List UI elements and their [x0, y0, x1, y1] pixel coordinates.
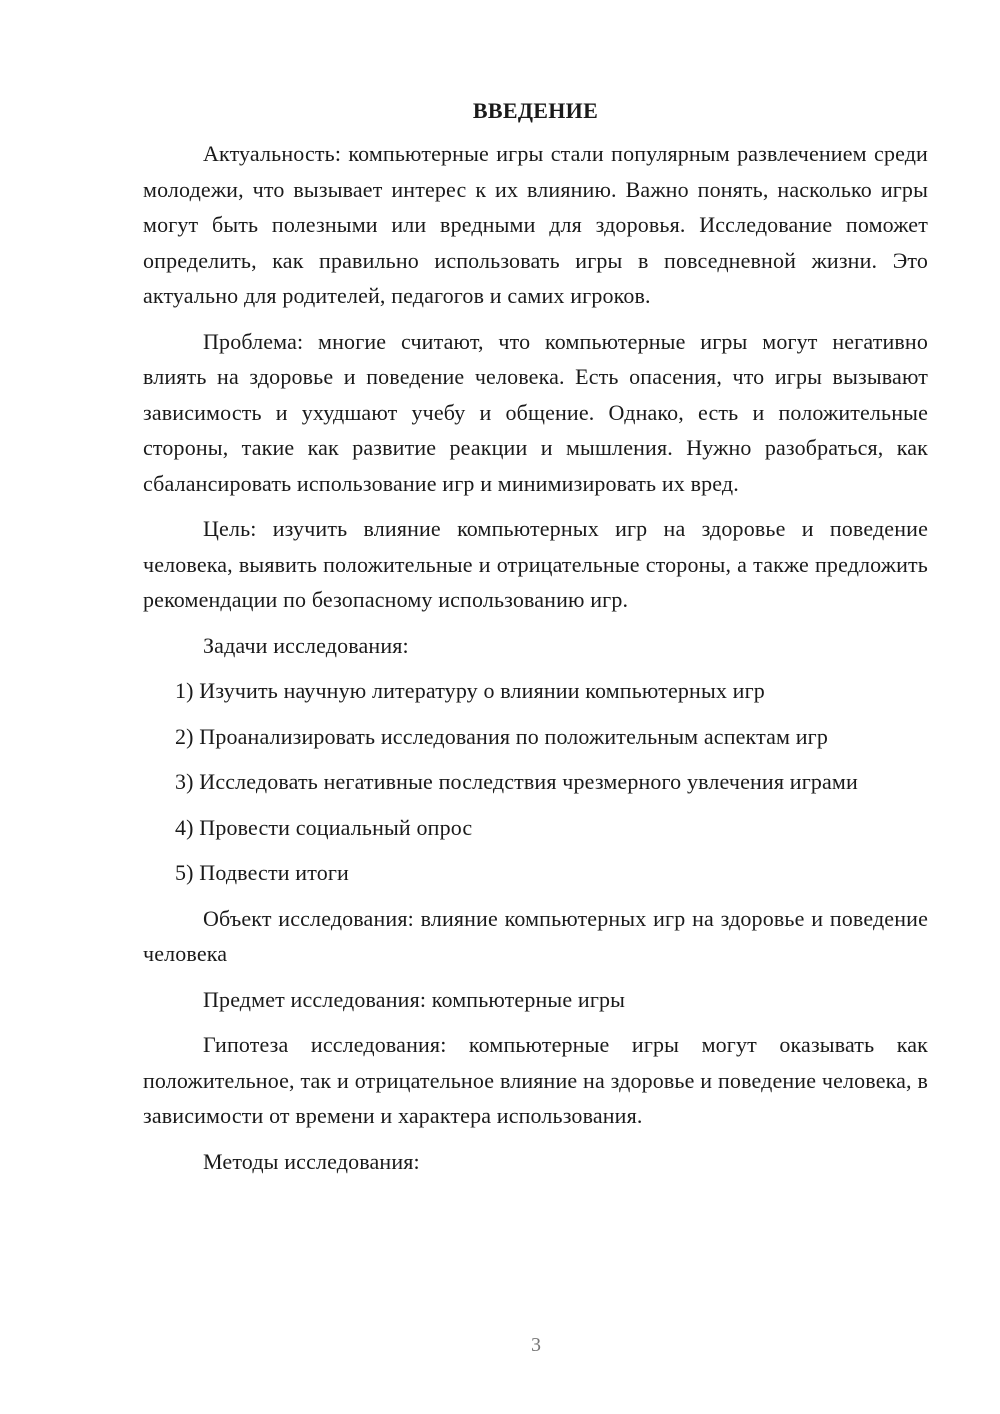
task-item-3: 3) Исследовать негативные последствия чрезмерного увлечения играми	[175, 769, 858, 794]
task-item-1: 1) Изучить научную литературу о влиянии компьютерных игр	[175, 678, 765, 703]
goal-paragraph: Цель: изучить влияние компьютерных игр на здоровье и поведение человека, выявить положительные и отрицательные стороны, а также предложить рекомендации по безопасному использованию игр.	[143, 516, 928, 612]
page-title: ВВЕДЕНИЕ	[472, 98, 599, 123]
relevance-paragraph: Актуальность: компьютерные игры стали популярным развлечением среди молодежи, что вызывает интерес к их влиянию. Важно понять, насколько игры могут быть полезными или вредными для здоровья. Исследование поможет определить, как правильно использовать игры в повседневной жизни. Это актуально для родителей, педагогов и самих игроков.	[143, 141, 928, 308]
object-paragraph: Объект исследования: влияние компьютерных игр на здоровье и поведение человека	[143, 905, 928, 966]
task-item-4: 4) Провести социальный опрос	[175, 814, 473, 840]
tasks-label: Задачи исследования:	[203, 632, 409, 658]
problem-paragraph: Проблема: многие считают, что компьютерные игры могут негативно влиять на здоровье и поведение человека. Есть опасения, что игры вызывают зависимость и ухудшают учебу и общение. Однако, есть и положительные стороны, такие как развитие реакции и мышления. Нужно разобраться, как сбалансировать использование игр и минимизировать их вред.	[143, 328, 928, 496]
hypothesis-paragraph: Гипотеза исследования: компьютерные игры могут оказывать как положительное, так и отрицательное влияние на здоровье и поведение человека, в зависимости от времени и характера использования.	[143, 1032, 928, 1128]
page-number: 3	[531, 1334, 541, 1356]
methods-label: Методы исследования:	[203, 1148, 420, 1174]
subject-paragraph: Предмет исследования: компьютерные игры	[203, 986, 626, 1012]
task-item-2: 2) Проанализировать исследования по положительным аспектам игр	[175, 723, 829, 749]
document-page	[143, 94, 928, 1189]
task-item-5: 5) Подвести итоги	[175, 860, 349, 885]
